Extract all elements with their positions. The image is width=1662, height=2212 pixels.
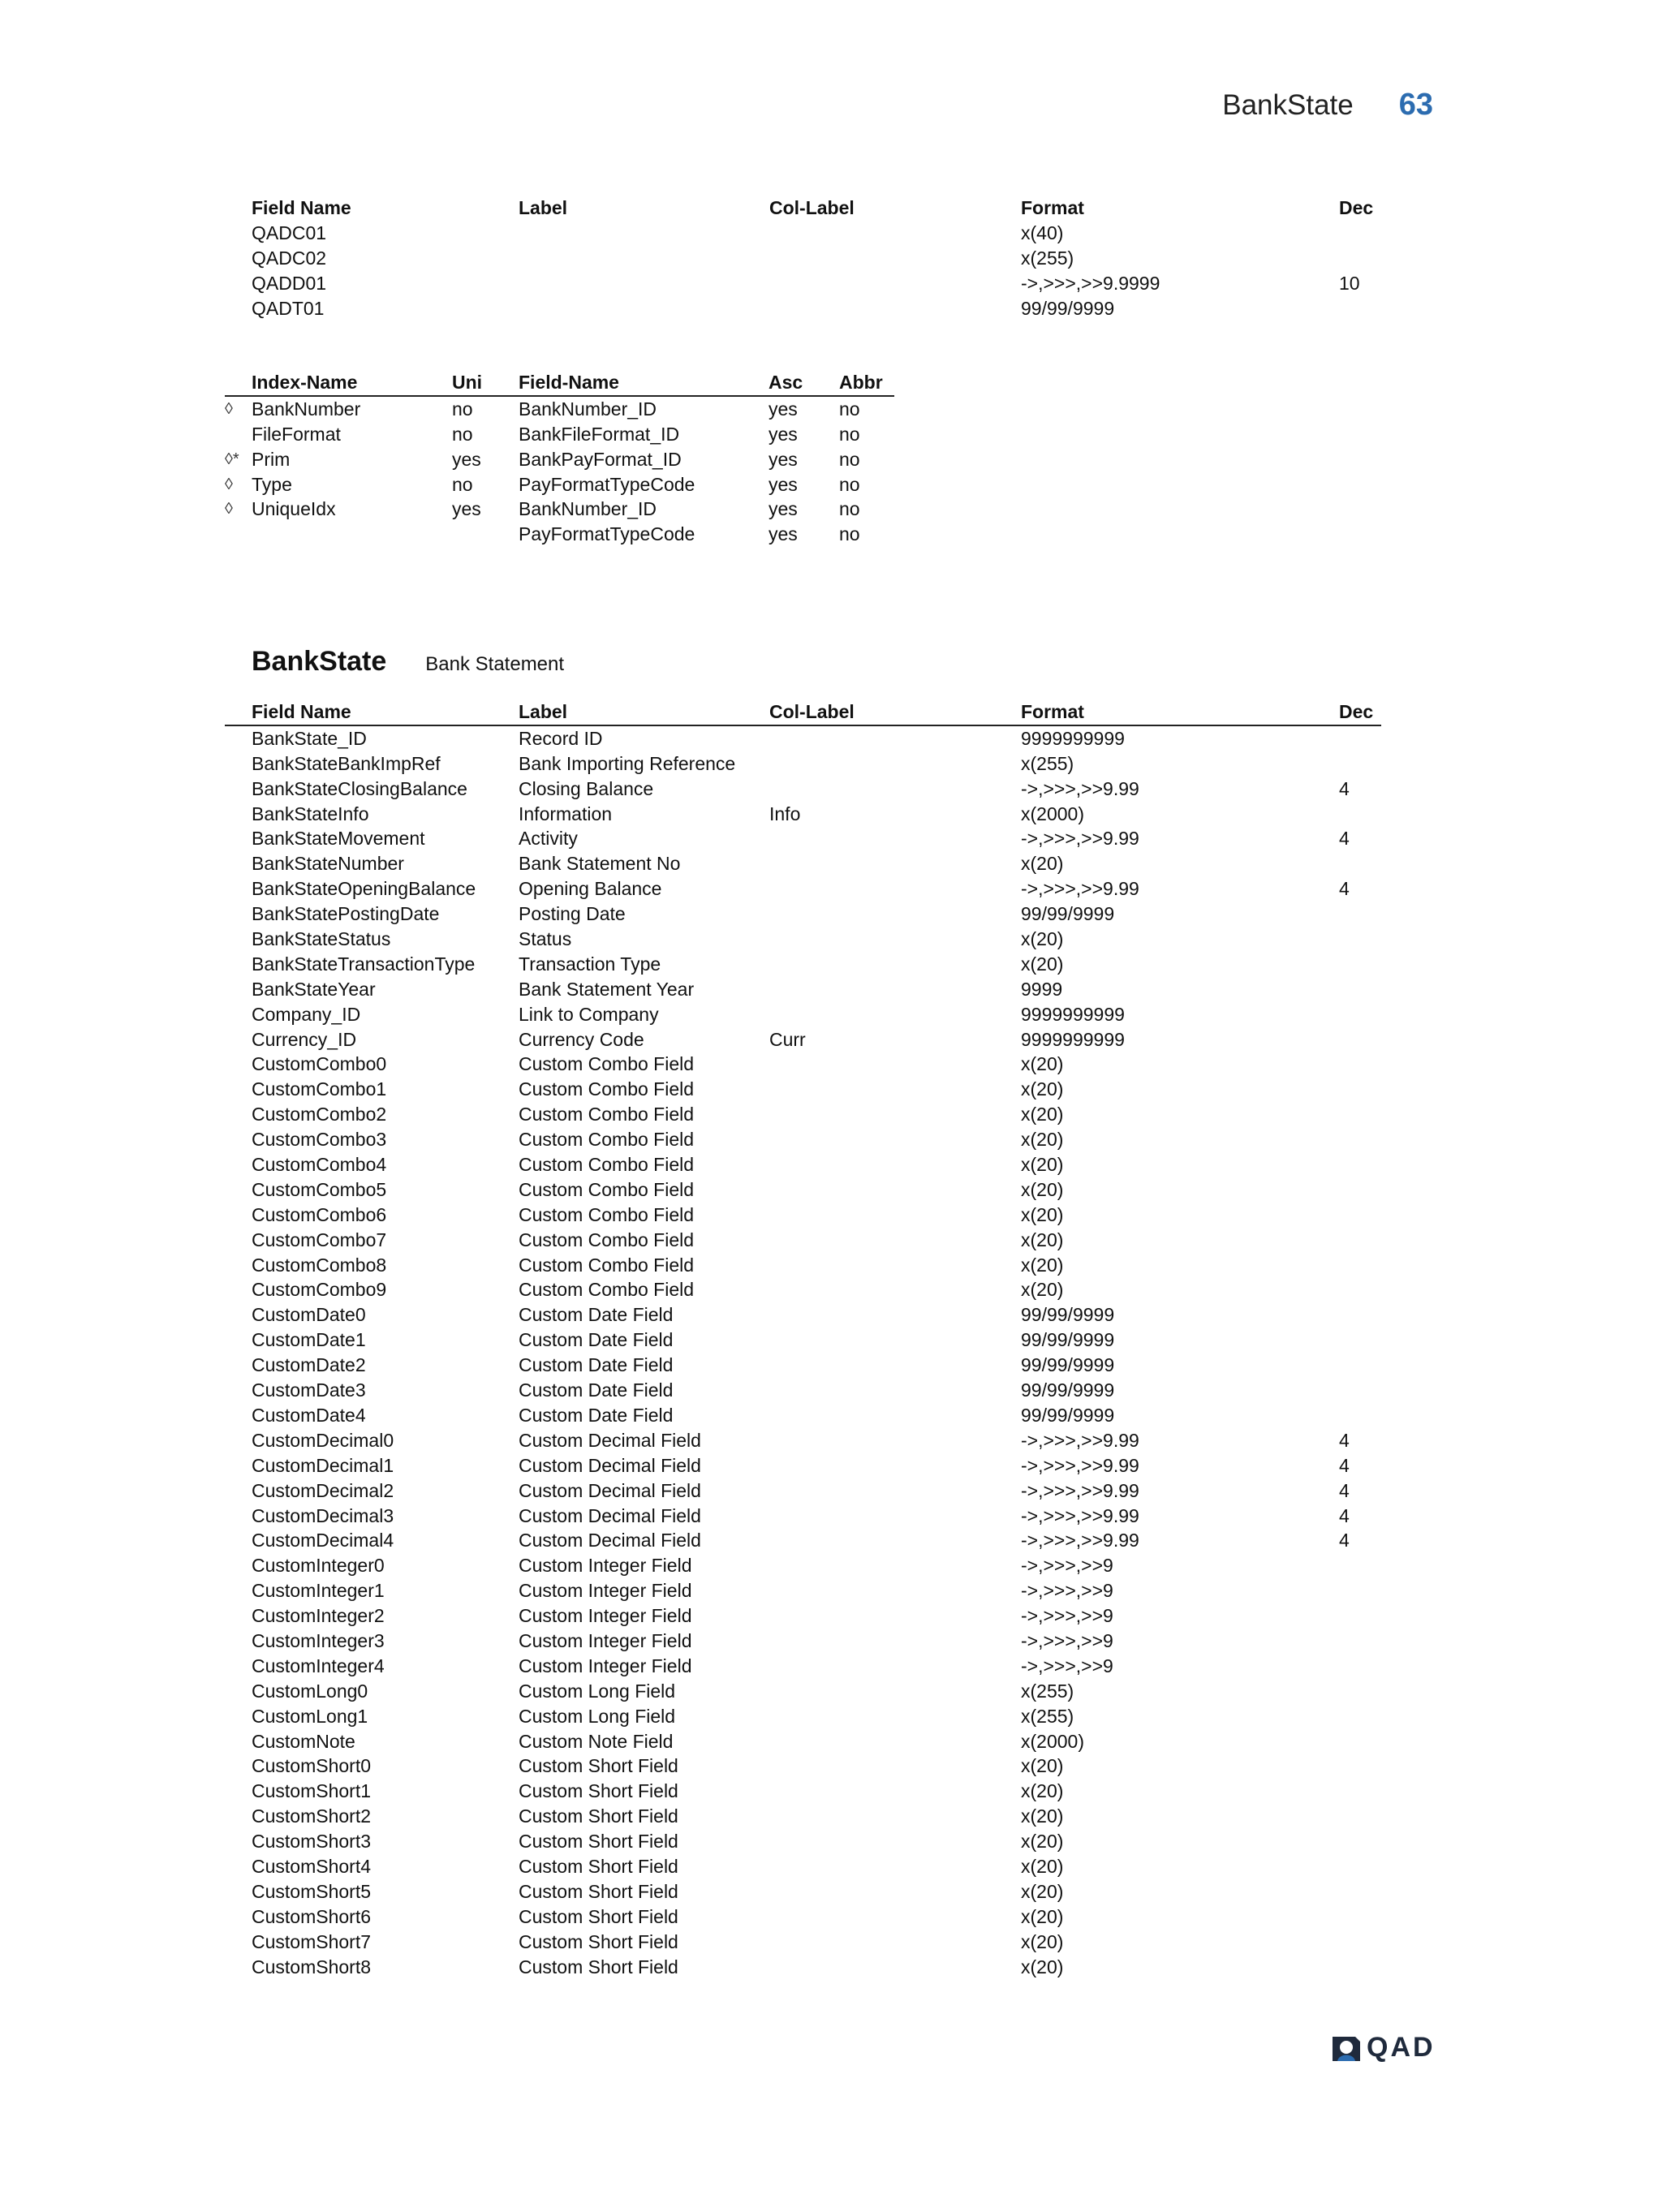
format-cell: 9999: [1021, 978, 1063, 1000]
table-row: [225, 447, 894, 472]
table-row: [225, 1829, 1381, 1854]
field-name-cell: CustomDate2: [252, 1354, 366, 1376]
label-cell: Custom Short Field: [519, 1880, 678, 1902]
format-cell: ->,>>>,>>9.99: [1021, 1429, 1139, 1451]
section-table-name: BankState: [252, 646, 387, 677]
table-row: [225, 1152, 1381, 1177]
table-row: [225, 1679, 1381, 1704]
table-row: [225, 1428, 1381, 1453]
table-row: [225, 472, 894, 497]
label-cell: Posting Date: [519, 903, 626, 925]
table-body: [225, 397, 894, 547]
field-name-cell: CustomNote: [252, 1730, 355, 1752]
field-name-cell: CustomShort0: [252, 1755, 372, 1777]
format-cell: 99/99/9999: [1021, 1304, 1115, 1326]
column-header-dec: Dec: [1339, 701, 1374, 722]
field-name-cell: CustomLong1: [252, 1705, 368, 1727]
field-name-cell: CustomDecimal3: [252, 1504, 394, 1526]
section-heading: [252, 646, 564, 678]
field-name-cell: BankPayFormat_ID: [519, 448, 682, 470]
field-name-cell: CustomCombo5: [252, 1178, 387, 1200]
index-marker-icon: ◊: [225, 399, 233, 418]
table-row: [225, 1328, 1381, 1353]
label-cell: Custom Integer Field: [519, 1629, 692, 1651]
format-cell: x(40): [1021, 222, 1064, 243]
index-table: [225, 370, 894, 547]
label-cell: Custom Combo Field: [519, 1178, 695, 1200]
table-row: [225, 876, 1381, 902]
table-row: [252, 221, 1388, 246]
table-row: [225, 1127, 1381, 1152]
field-name-cell: CustomLong0: [252, 1680, 368, 1702]
table-header-row: [225, 699, 1381, 726]
format-cell: 99/99/9999: [1021, 297, 1115, 319]
label-cell: Custom Integer Field: [519, 1555, 692, 1577]
format-cell: x(20): [1021, 1254, 1064, 1276]
table-row: [225, 1453, 1381, 1478]
label-cell: Custom Short Field: [519, 1805, 678, 1827]
label-cell: Custom Decimal Field: [519, 1454, 701, 1476]
table-row: [225, 1629, 1381, 1654]
format-cell: x(20): [1021, 1780, 1064, 1802]
table-row: [225, 497, 894, 522]
field-name-cell: CustomShort8: [252, 1956, 372, 1977]
unique-cell: no: [452, 473, 473, 495]
label-cell: Custom Decimal Field: [519, 1530, 701, 1551]
label-cell: Custom Short Field: [519, 1905, 678, 1927]
field-name-cell: BankNumber_ID: [519, 498, 657, 520]
label-cell: Bank Statement Year: [519, 978, 695, 1000]
ascending-cell: yes: [769, 473, 798, 495]
table-row: [225, 1203, 1381, 1228]
column-header-label: Label: [519, 197, 568, 218]
table-row: [225, 397, 894, 422]
column-header-field-name: Field-Name: [519, 372, 619, 393]
field-name-cell: BankFileFormat_ID: [519, 423, 680, 445]
table-row: [225, 902, 1381, 927]
field-name-cell: BankStateClosingBalance: [252, 777, 467, 799]
field-name-cell: BankState_ID: [252, 727, 367, 749]
format-cell: x(20): [1021, 1930, 1064, 1952]
field-name-cell: QADT01: [252, 297, 325, 319]
field-name-cell: CustomInteger3: [252, 1629, 385, 1651]
ascending-cell: yes: [769, 423, 798, 445]
field-name-cell: BankStateInfo: [252, 803, 369, 824]
unique-cell: yes: [452, 498, 481, 520]
table-row: [225, 1704, 1381, 1729]
column-header-dec: Dec: [1339, 197, 1374, 218]
format-cell: x(20): [1021, 1956, 1064, 1977]
table-row: [225, 751, 1381, 777]
table-row: [225, 1027, 1381, 1052]
label-cell: Custom Note Field: [519, 1730, 674, 1752]
table-row: [225, 522, 894, 547]
table-row: [225, 1077, 1381, 1102]
format-cell: ->,>>>,>>9.99: [1021, 1504, 1139, 1526]
format-cell: 9999999999: [1021, 727, 1125, 749]
dec-cell: 4: [1339, 1530, 1350, 1551]
label-cell: Custom Combo Field: [519, 1104, 695, 1125]
field-name-cell: Currency_ID: [252, 1028, 357, 1050]
field-name-cell: QADD01: [252, 272, 327, 294]
field-name-cell: CustomCombo3: [252, 1129, 387, 1151]
table-row: [252, 271, 1388, 296]
index-marker-icon: ◊*: [225, 450, 239, 468]
format-cell: ->,>>>,>>9.99: [1021, 1530, 1139, 1551]
field-name-cell: CustomCombo0: [252, 1053, 387, 1075]
table-row: [225, 777, 1381, 802]
table-row: [225, 1277, 1381, 1302]
table-row: [225, 1002, 1381, 1027]
field-name-cell: CustomCombo2: [252, 1104, 387, 1125]
column-header-abbr: Abbr: [839, 372, 883, 393]
abbreviated-cell: no: [839, 398, 860, 420]
format-cell: x(20): [1021, 928, 1064, 950]
format-cell: x(20): [1021, 1078, 1064, 1100]
index-marker-icon: ◊: [225, 500, 233, 519]
index-name-cell: Type: [252, 473, 292, 495]
label-cell: Status: [519, 928, 572, 950]
field-table-continued: [252, 196, 1388, 321]
abbreviated-cell: no: [839, 423, 860, 445]
format-cell: 99/99/9999: [1021, 1379, 1115, 1401]
abbreviated-cell: no: [839, 473, 860, 495]
table-row: [225, 1478, 1381, 1504]
label-cell: Custom Date Field: [519, 1329, 674, 1351]
col-label-cell: Info: [769, 803, 801, 824]
qad-logo: [1331, 2032, 1436, 2064]
table-row: [225, 1378, 1381, 1403]
column-header-index-name: Index-Name: [252, 372, 358, 393]
table-row: [225, 1955, 1381, 1980]
dec-cell: 4: [1339, 828, 1350, 850]
format-cell: 9999999999: [1021, 1028, 1125, 1050]
format-cell: ->,>>>,>>9: [1021, 1655, 1113, 1676]
table-row: [225, 422, 894, 447]
index-name-cell: BankNumber: [252, 398, 361, 420]
column-header-uni: Uni: [452, 372, 483, 393]
table-row: [225, 1403, 1381, 1428]
format-cell: 99/99/9999: [1021, 1404, 1115, 1426]
field-name-cell: CustomDate0: [252, 1304, 366, 1326]
format-cell: ->,>>>,>>9.99: [1021, 878, 1139, 900]
table-row: [225, 1504, 1381, 1529]
field-name-cell: PayFormatTypeCode: [519, 523, 695, 545]
column-header-field-name: Field Name: [252, 701, 351, 722]
label-cell: Custom Decimal Field: [519, 1429, 701, 1451]
table-row: [225, 1177, 1381, 1203]
field-name-cell: CustomCombo7: [252, 1229, 387, 1250]
field-name-cell: CustomShort2: [252, 1805, 372, 1827]
table-row: [252, 296, 1388, 321]
label-cell: Custom Combo Field: [519, 1129, 695, 1151]
label-cell: Custom Combo Field: [519, 1279, 695, 1301]
table-row: [225, 1654, 1381, 1679]
field-name-cell: CustomDecimal2: [252, 1479, 394, 1501]
field-name-cell: CustomDecimal0: [252, 1429, 394, 1451]
field-name-cell: CustomShort4: [252, 1855, 372, 1877]
table-header-row: [225, 370, 894, 397]
field-name-cell: CustomShort7: [252, 1930, 372, 1952]
label-cell: Custom Date Field: [519, 1404, 674, 1426]
label-cell: Custom Decimal Field: [519, 1479, 701, 1501]
dec-cell: 4: [1339, 777, 1350, 799]
label-cell: Currency Code: [519, 1028, 644, 1050]
format-cell: x(255): [1021, 1680, 1074, 1702]
table-row: [225, 1228, 1381, 1253]
field-name-cell: CustomShort6: [252, 1905, 372, 1927]
abbreviated-cell: no: [839, 498, 860, 520]
dec-cell: 4: [1339, 1479, 1350, 1501]
table-row: [225, 802, 1381, 827]
field-name-cell: QADC01: [252, 222, 327, 243]
field-name-cell: CustomInteger0: [252, 1555, 385, 1577]
label-cell: Link to Company: [519, 1003, 659, 1025]
table-row: [225, 927, 1381, 952]
table-row: [225, 1578, 1381, 1603]
format-cell: 99/99/9999: [1021, 1354, 1115, 1376]
label-cell: Custom Long Field: [519, 1705, 676, 1727]
field-name-cell: BankStateNumber: [252, 853, 404, 875]
format-cell: x(20): [1021, 853, 1064, 875]
label-cell: Information: [519, 803, 613, 824]
dec-cell: 4: [1339, 878, 1350, 900]
label-cell: Custom Integer Field: [519, 1580, 692, 1602]
format-cell: x(20): [1021, 1154, 1064, 1176]
label-cell: Custom Integer Field: [519, 1655, 692, 1676]
column-header-col-label: Col-Label: [769, 197, 855, 218]
unique-cell: yes: [452, 448, 481, 470]
table-header-row: [252, 196, 1388, 221]
label-cell: Custom Decimal Field: [519, 1504, 701, 1526]
field-name-cell: CustomShort5: [252, 1880, 372, 1902]
format-cell: x(20): [1021, 1104, 1064, 1125]
table-row: [225, 977, 1381, 1002]
table-row: [225, 726, 1381, 751]
field-name-cell: CustomCombo9: [252, 1279, 387, 1301]
table-row: [225, 952, 1381, 977]
format-cell: x(255): [1021, 752, 1074, 774]
field-name-cell: CustomDecimal1: [252, 1454, 394, 1476]
label-cell: Opening Balance: [519, 878, 662, 900]
label-cell: Custom Integer Field: [519, 1605, 692, 1627]
format-cell: ->,>>>,>>9.9999: [1021, 272, 1160, 294]
format-cell: x(2000): [1021, 1730, 1084, 1752]
field-name-cell: BankStateMovement: [252, 828, 425, 850]
field-name-cell: CustomCombo4: [252, 1154, 387, 1176]
label-cell: Bank Importing Reference: [519, 752, 736, 774]
label-cell: Closing Balance: [519, 777, 654, 799]
column-header-field-name: Field Name: [252, 197, 351, 218]
dec-cell: 4: [1339, 1454, 1350, 1476]
format-cell: ->,>>>,>>9: [1021, 1605, 1113, 1627]
column-header-format: Format: [1021, 701, 1084, 722]
field-name-cell: CustomInteger4: [252, 1655, 385, 1676]
column-header-col-label: Col-Label: [769, 701, 855, 722]
label-cell: Custom Short Field: [519, 1780, 678, 1802]
section-table-description: Bank Statement: [425, 653, 565, 675]
table-row: [225, 1729, 1381, 1754]
format-cell: ->,>>>,>>9: [1021, 1629, 1113, 1651]
field-name-cell: BankStateStatus: [252, 928, 391, 950]
table-row: [225, 1302, 1381, 1328]
unique-cell: no: [452, 423, 473, 445]
format-cell: x(20): [1021, 1229, 1064, 1250]
index-name-cell: FileFormat: [252, 423, 341, 445]
field-name-cell: CustomInteger1: [252, 1580, 385, 1602]
table-body: [225, 726, 1381, 1980]
ascending-cell: yes: [769, 498, 798, 520]
label-cell: Transaction Type: [519, 953, 661, 975]
logo-text: QAD: [1367, 2032, 1436, 2063]
format-cell: ->,>>>,>>9.99: [1021, 777, 1139, 799]
page-header: [1222, 88, 1433, 123]
label-cell: Bank Statement No: [519, 853, 681, 875]
field-name-cell: CustomShort3: [252, 1831, 372, 1853]
column-header-format: Format: [1021, 197, 1084, 218]
format-cell: x(2000): [1021, 803, 1084, 824]
format-cell: ->,>>>,>>9: [1021, 1555, 1113, 1577]
format-cell: x(20): [1021, 1905, 1064, 1927]
format-cell: x(20): [1021, 1755, 1064, 1777]
ascending-cell: yes: [769, 523, 798, 545]
ascending-cell: yes: [769, 448, 798, 470]
label-cell: Custom Combo Field: [519, 1154, 695, 1176]
label-cell: Custom Combo Field: [519, 1229, 695, 1250]
page-number: 63: [1398, 88, 1433, 122]
table-row: [225, 1353, 1381, 1378]
dec-cell: 10: [1339, 272, 1360, 294]
format-cell: x(20): [1021, 1805, 1064, 1827]
field-name-cell: BankNumber_ID: [519, 398, 657, 420]
label-cell: Custom Short Field: [519, 1956, 678, 1977]
format-cell: x(20): [1021, 1178, 1064, 1200]
table-row: [225, 851, 1381, 876]
format-cell: x(20): [1021, 1855, 1064, 1877]
label-cell: Custom Short Field: [519, 1755, 678, 1777]
index-name-cell: Prim: [252, 448, 291, 470]
dec-cell: 4: [1339, 1504, 1350, 1526]
field-name-cell: CustomDate1: [252, 1329, 366, 1351]
label-cell: Custom Short Field: [519, 1831, 678, 1853]
field-name-cell: CustomDate4: [252, 1404, 366, 1426]
label-cell: Custom Short Field: [519, 1930, 678, 1952]
label-cell: Custom Combo Field: [519, 1203, 695, 1225]
format-cell: x(20): [1021, 1880, 1064, 1902]
label-cell: Custom Date Field: [519, 1354, 674, 1376]
table-row: [225, 1052, 1381, 1077]
table-row: [225, 1754, 1381, 1779]
field-name-cell: QADC02: [252, 247, 327, 269]
label-cell: Custom Short Field: [519, 1855, 678, 1877]
column-header-asc: Asc: [769, 372, 803, 393]
field-name-cell: CustomShort1: [252, 1780, 372, 1802]
format-cell: x(20): [1021, 1203, 1064, 1225]
field-name-cell: BankStateOpeningBalance: [252, 878, 476, 900]
bankstate-field-table: [225, 699, 1381, 1979]
field-name-cell: BankStateBankImpRef: [252, 752, 441, 774]
table-row: [225, 1779, 1381, 1804]
format-cell: ->,>>>,>>9: [1021, 1580, 1113, 1602]
format-cell: x(20): [1021, 953, 1064, 975]
field-name-cell: Company_ID: [252, 1003, 361, 1025]
format-cell: ->,>>>,>>9.99: [1021, 1479, 1139, 1501]
table-row: [225, 1879, 1381, 1904]
label-cell: Custom Combo Field: [519, 1078, 695, 1100]
table-body: [252, 221, 1388, 321]
field-name-cell: CustomDecimal4: [252, 1530, 394, 1551]
index-marker-icon: ◊: [225, 475, 233, 493]
format-cell: 9999999999: [1021, 1003, 1125, 1025]
field-name-cell: CustomCombo6: [252, 1203, 387, 1225]
table-row: [225, 1854, 1381, 1879]
field-name-cell: BankStatePostingDate: [252, 903, 440, 925]
format-cell: x(20): [1021, 1053, 1064, 1075]
page-header-title: BankState: [1222, 89, 1354, 121]
table-row: [225, 1904, 1381, 1930]
format-cell: x(20): [1021, 1129, 1064, 1151]
label-cell: Record ID: [519, 727, 603, 749]
table-row: [225, 1930, 1381, 1955]
format-cell: ->,>>>,>>9.99: [1021, 1454, 1139, 1476]
label-cell: Custom Long Field: [519, 1680, 676, 1702]
field-name-cell: BankStateYear: [252, 978, 376, 1000]
table-row: [225, 1102, 1381, 1127]
field-name-cell: PayFormatTypeCode: [519, 473, 695, 495]
field-name-cell: CustomCombo8: [252, 1254, 387, 1276]
field-name-cell: CustomDate3: [252, 1379, 366, 1401]
table-row: [225, 1603, 1381, 1629]
field-name-cell: CustomInteger2: [252, 1605, 385, 1627]
table-row: [225, 826, 1381, 851]
index-name-cell: UniqueIdx: [252, 498, 336, 520]
label-cell: Activity: [519, 828, 578, 850]
format-cell: 99/99/9999: [1021, 1329, 1115, 1351]
qad-logo-icon: [1331, 2033, 1362, 2063]
unique-cell: no: [452, 398, 473, 420]
dec-cell: 4: [1339, 1429, 1350, 1451]
label-cell: Custom Combo Field: [519, 1254, 695, 1276]
table-row: [225, 1553, 1381, 1578]
label-cell: Custom Combo Field: [519, 1053, 695, 1075]
format-cell: x(255): [1021, 247, 1074, 269]
col-label-cell: Curr: [769, 1028, 806, 1050]
table-row: [225, 1253, 1381, 1278]
ascending-cell: yes: [769, 398, 798, 420]
label-cell: Custom Date Field: [519, 1304, 674, 1326]
label-cell: Custom Date Field: [519, 1379, 674, 1401]
format-cell: x(20): [1021, 1279, 1064, 1301]
column-header-label: Label: [519, 701, 568, 722]
table-row: [252, 246, 1388, 271]
abbreviated-cell: no: [839, 523, 860, 545]
format-cell: x(255): [1021, 1705, 1074, 1727]
format-cell: x(20): [1021, 1831, 1064, 1853]
table-row: [225, 1528, 1381, 1553]
format-cell: 99/99/9999: [1021, 903, 1115, 925]
field-name-cell: BankStateTransactionType: [252, 953, 476, 975]
field-name-cell: CustomCombo1: [252, 1078, 387, 1100]
format-cell: ->,>>>,>>9.99: [1021, 828, 1139, 850]
table-row: [225, 1804, 1381, 1829]
abbreviated-cell: no: [839, 448, 860, 470]
